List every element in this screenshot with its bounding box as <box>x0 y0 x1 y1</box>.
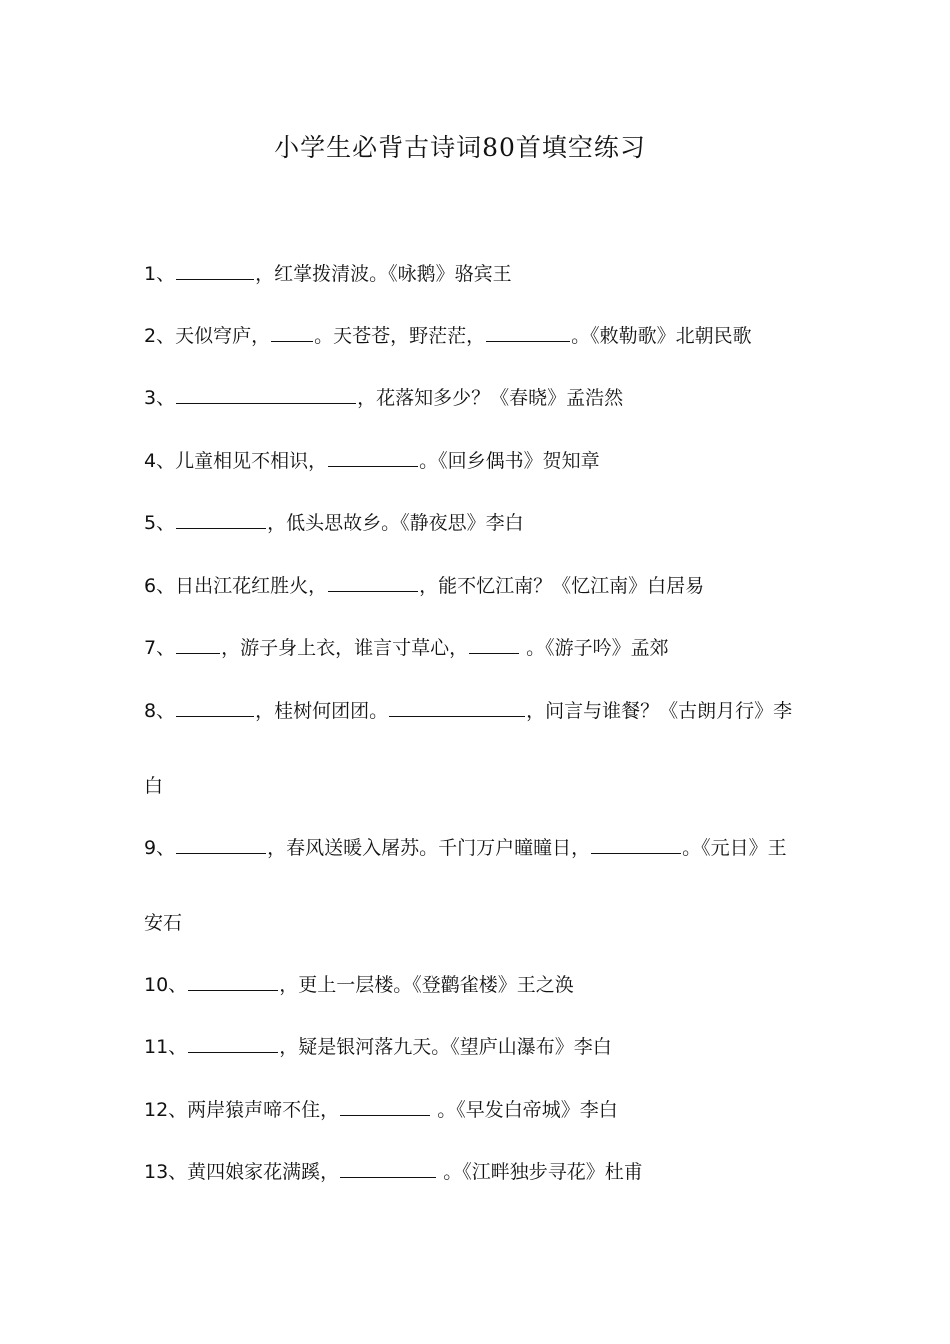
line-text: 。天苍苍，野茫茫， <box>314 325 486 347</box>
line-text: 13、黄四娘家花满蹊， <box>144 1161 340 1183</box>
exercise-line <box>144 697 792 725</box>
line-text: ，红掌拨清波。《咏鹅》骆宾王 <box>255 263 512 285</box>
answer-blank[interactable] <box>328 573 418 592</box>
answer-blank[interactable] <box>188 1034 278 1053</box>
exercise-line <box>144 384 623 412</box>
line-text: 10、 <box>144 974 188 996</box>
exercise-line <box>144 572 704 600</box>
exercise-line <box>144 322 752 350</box>
line-text: 。《早发白帝城》李白 <box>431 1099 618 1121</box>
line-text: 安石 <box>144 912 183 934</box>
exercise-line <box>144 634 669 662</box>
page-title: 小学生必背古诗词80首填空练习 <box>274 133 646 162</box>
exercise-line <box>144 1096 618 1124</box>
answer-blank[interactable] <box>176 261 254 280</box>
exercise-line <box>144 834 787 862</box>
exercise-line <box>144 1033 612 1061</box>
line-text: 3、 <box>144 387 176 409</box>
line-text: ，桂树何团团。 <box>255 700 389 722</box>
line-text: 7、 <box>144 637 176 659</box>
line-text: ，疑是银河落九天。《望庐山瀑布》李白 <box>279 1036 612 1058</box>
answer-blank[interactable] <box>176 510 266 529</box>
line-text: 4、儿童相见不相识， <box>144 450 328 472</box>
line-text: 。《游子吟》孟郊 <box>520 637 669 659</box>
line-text: 。《江畔独步寻花》杜甫 <box>437 1161 643 1183</box>
line-text: ，能不忆江南？《忆江南》白居易 <box>419 575 705 597</box>
line-text: 8、 <box>144 700 176 722</box>
answer-blank[interactable] <box>176 385 356 404</box>
answer-blank[interactable] <box>591 835 681 854</box>
line-text: ，游子身上衣，谁言寸草心， <box>221 637 469 659</box>
line-text: ，问言与谁餐？《古朗月行》李 <box>526 700 793 722</box>
line-text: 12、两岸猿声啼不住， <box>144 1099 340 1121</box>
answer-blank[interactable] <box>328 448 418 467</box>
line-text: 5、 <box>144 512 176 534</box>
answer-blank[interactable] <box>176 698 254 717</box>
exercise-line <box>144 1158 643 1186</box>
exercise-line <box>144 971 574 999</box>
line-text: ，春风送暖入屠苏。千门万户曈曈日， <box>267 837 591 859</box>
line-text: 1、 <box>144 263 176 285</box>
line-text: ，低头思故乡。《静夜思》李白 <box>267 512 524 534</box>
exercise-line <box>144 509 524 537</box>
answer-blank[interactable] <box>271 323 313 342</box>
answer-blank[interactable] <box>340 1159 436 1178</box>
answer-blank[interactable] <box>469 635 519 654</box>
line-text: 。《回乡偶书》贺知章 <box>419 450 600 472</box>
line-text: 6、日出江花红胜火， <box>144 575 328 597</box>
answer-blank[interactable] <box>486 323 570 342</box>
line-text: ，花落知多少？《春晓》孟浩然 <box>357 387 624 409</box>
exercise-line <box>144 772 163 800</box>
exercise-line <box>144 447 600 475</box>
line-text: 。《敕勒歌》北朝民歌 <box>571 325 752 347</box>
answer-blank[interactable] <box>340 1097 430 1116</box>
line-text: ，更上一层楼。《登鹳雀楼》王之涣 <box>279 974 574 996</box>
answer-blank[interactable] <box>188 972 278 991</box>
exercise-line <box>144 260 512 288</box>
answer-blank[interactable] <box>389 698 525 717</box>
exercise-line <box>144 909 182 937</box>
line-text: 。《元日》王 <box>682 837 787 859</box>
answer-blank[interactable] <box>176 835 266 854</box>
answer-blank[interactable] <box>176 635 220 654</box>
line-text: 白 <box>144 775 164 797</box>
line-text: 9、 <box>144 837 176 859</box>
line-text: 2、天似穹庐， <box>144 325 271 347</box>
line-text: 11、 <box>144 1036 188 1058</box>
